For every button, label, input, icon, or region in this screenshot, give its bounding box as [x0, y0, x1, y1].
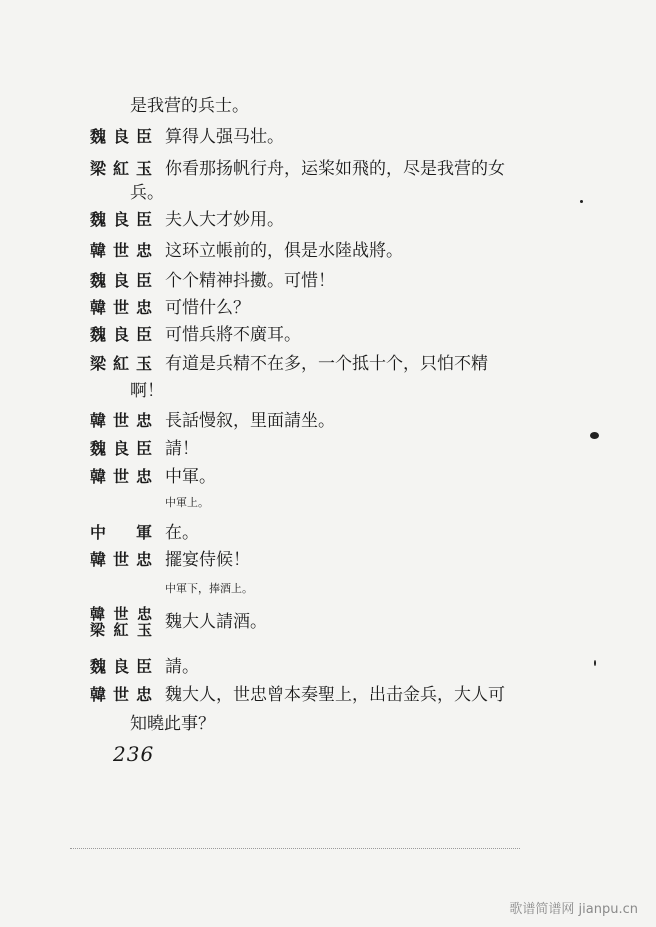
- dialogue-text: 夫人大才妙用。: [165, 210, 284, 230]
- dialogue-text: 魏大人請酒。: [165, 612, 267, 632]
- dialogue-text: 中軍。: [165, 467, 216, 487]
- dialogue-continuation: 啊！: [130, 381, 164, 401]
- speaker-name: 魏良臣: [90, 127, 152, 146]
- speaker-name-second: 梁紅玉: [90, 621, 152, 639]
- speaker-name: 魏良臣: [90, 657, 152, 676]
- speaker-name: 韓世忠: [90, 685, 152, 704]
- stage-direction: 中軍下，捧酒上。: [165, 582, 253, 595]
- dialogue-text: 这环立帳前的，俱是水陸战將。: [165, 241, 403, 261]
- dialogue-text: 可惜兵將不廣耳。: [165, 325, 301, 345]
- ink-speck: [580, 200, 583, 203]
- speaker-name: 韓世忠: [90, 605, 152, 623]
- stage-direction: 中軍上。: [165, 496, 209, 509]
- dialogue-text: 魏大人，世忠曾本奏聖上，出击金兵，大人可: [165, 685, 505, 705]
- dialogue-text: 算得人强马壮。: [165, 127, 284, 147]
- dialogue-text: 長話慢叙，里面請坐。: [165, 411, 335, 431]
- dialogue-text: 有道是兵精不在多，一个抵十个，只怕不精: [165, 354, 488, 374]
- dialogue-text: 在。: [165, 523, 199, 543]
- dialogue-text: 你看那扬帆行舟，运桨如飛的，尽是我营的女: [165, 159, 505, 179]
- speaker-name: 中 軍: [90, 523, 152, 542]
- ink-speck: [594, 660, 596, 666]
- speaker-name: 韓世忠: [90, 411, 152, 430]
- dialogue-text: 可惜什么？: [165, 298, 250, 318]
- dialogue-continuation: 知曉此事？: [130, 714, 215, 734]
- ink-speck: [590, 432, 599, 439]
- speaker-name: 梁紅玉: [90, 159, 152, 178]
- dialogue-text: 請！: [165, 439, 199, 459]
- page-number: 236: [113, 742, 155, 766]
- dialogue-continuation: 兵。: [130, 183, 164, 203]
- dialogue-text: 个个精神抖擻。可惜！: [165, 271, 335, 291]
- speaker-name: 韓世忠: [90, 241, 152, 260]
- bottom-scan-dots: [70, 848, 520, 849]
- speaker-name: 韓世忠: [90, 550, 152, 569]
- speaker-name: 魏良臣: [90, 439, 152, 458]
- speaker-name: 魏良臣: [90, 325, 152, 344]
- dialogue-text: 擺宴侍候！: [165, 550, 250, 570]
- speaker-name: 韓世忠: [90, 298, 152, 317]
- dialogue-text: 請。: [165, 657, 199, 677]
- speaker-name: 梁紅玉: [90, 354, 152, 373]
- speaker-name: 韓世忠: [90, 467, 152, 486]
- dialogue-continuation: 是我营的兵士。: [130, 96, 249, 116]
- speaker-name: 魏良臣: [90, 210, 152, 229]
- watermark: 歌谱简谱网 jianpu.cn: [509, 902, 638, 917]
- speaker-name: 魏良臣: [90, 271, 152, 290]
